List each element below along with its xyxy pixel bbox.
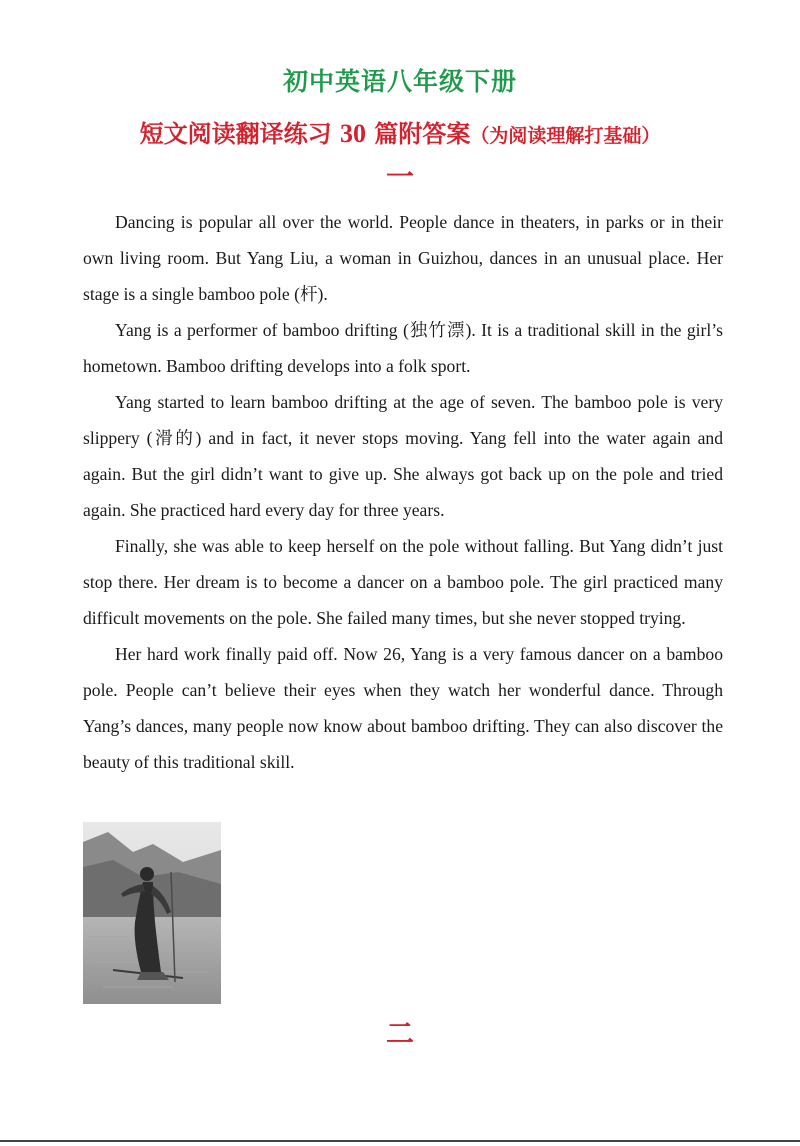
subtitle-number: 30	[339, 119, 366, 148]
paragraph-1: Dancing is popular all over the world. People dance in theaters, in parks or in their own living room. But Yang Liu, a woman in Guizhou, dances in an unusual place. Her stage is a single bamboo pole (杆).	[83, 212, 723, 304]
paragraph-2: Yang is a performer of bamboo drifting (独竹漂). It is a traditional skill in the girl’s hometown. Bamboo drifting develops into a folk sport.	[83, 320, 723, 376]
subtitle-note: （为阅读理解打基础）	[470, 125, 661, 147]
page-bottom-border	[0, 1140, 800, 1142]
subtitle-main: 短文阅读翻译练习	[139, 120, 340, 148]
paragraph-4: Finally, she was able to keep herself on the pole without falling. But Yang didn’t just stop there. Her dream is to become a dancer on a bamboo pole. The girl practiced many difficult movements on the pole. She failed many times, but she never stopped trying.	[83, 536, 723, 628]
paragraph-5: Her hard work finally paid off. Now 26, Yang is a very famous dancer on a bamboo pole. People can’t believe their eyes when they watch her wonderful dance. Through Yang’s dances, many people now know about bamboo drifting. They can also discover the beauty of this traditional skill.	[83, 644, 723, 772]
section-number-one: 一	[385, 160, 414, 193]
document-subtitle	[0, 114, 800, 149]
section-number-two: 二	[385, 1017, 414, 1050]
paragraph-3: Yang started to learn bamboo drifting at the age of seven. The bamboo pole is very slippery (滑的) and in fact, it never stops moving. Yang fell into the water again and again. But the girl didn’t want to give up. She always got back up on the pole and tried again. She practiced hard every day for three years.	[83, 392, 723, 520]
dancer-on-water-illustration	[83, 822, 221, 1004]
reading-passage	[83, 204, 723, 780]
bamboo-drifting-photo	[83, 822, 221, 1004]
document-title: 初中英语八年级下册	[282, 67, 517, 96]
subtitle-mid: 篇附答案	[365, 120, 471, 148]
